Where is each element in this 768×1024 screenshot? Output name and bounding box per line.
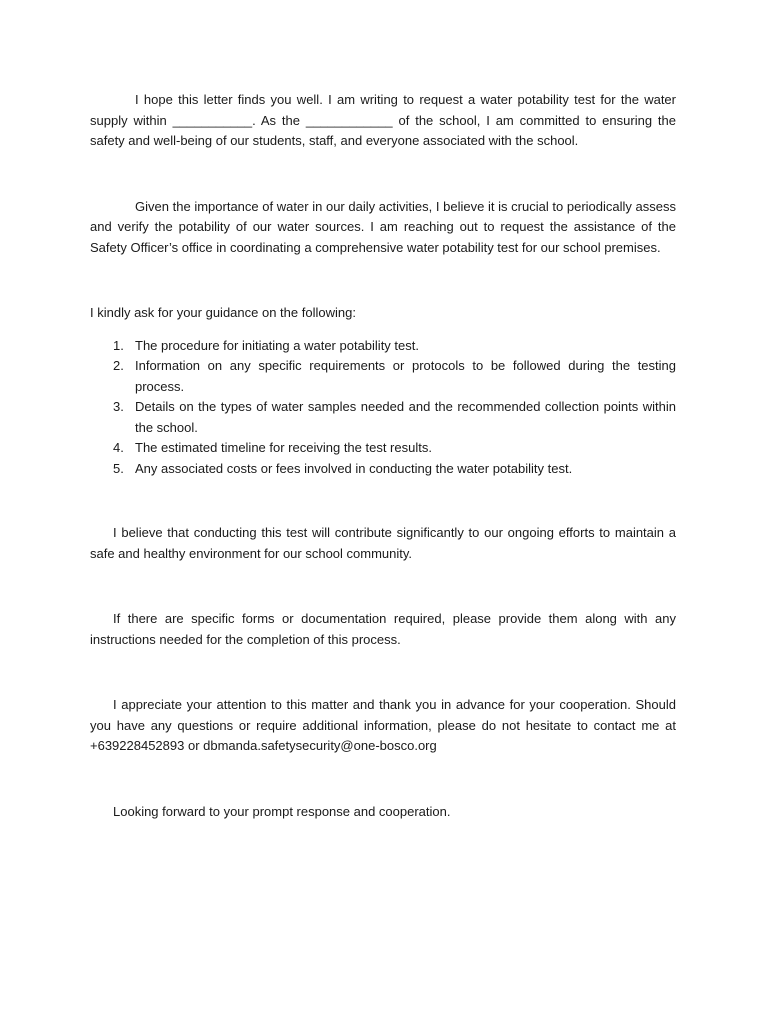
list-item: [113, 336, 676, 357]
closing-line: Looking forward to your prompt response and cooperation.: [113, 803, 451, 819]
guidance-intro: I kindly ask for your guidance on the following:: [90, 305, 356, 320]
list-item-text: Any associated costs or fees involved in conducting the water potability test.: [135, 460, 573, 476]
list-item: [113, 397, 676, 438]
list-number: 3.: [113, 399, 124, 414]
list-item-text: The procedure for initiating a water potability test.: [135, 337, 419, 353]
list-item: [113, 356, 676, 397]
list-item-text: Details on the types of water samples needed and the recommended collection points within the school.: [135, 399, 676, 435]
list-number: 5.: [113, 460, 124, 476]
list-item-text: The estimated timeline for receiving the test results.: [135, 440, 432, 455]
list-item: [113, 459, 676, 480]
list-number: 1.: [113, 337, 124, 353]
contact-paragraph: I appreciate your attention to this matter and thank you in advance for your cooperation. Should you have any questions or require additional information, please do not hesitate to contact me at +639228452893 or dbmanda.safetysecurity@one-bosco.org: [90, 697, 676, 753]
request-list: [90, 336, 676, 480]
intro-paragraph: I hope this letter finds you well. I am writing to request a water potability test for the water supply within ___________. As the ____________ of the school, I am committed to ensuring the safety and well-being of our students, staff, and everyone associated with the school.: [90, 92, 676, 148]
documentation-paragraph: If there are specific forms or documentation required, please provide them along with any instructions needed for the completion of this process.: [90, 611, 676, 647]
contribution-paragraph: I believe that conducting this test will contribute significantly to our ongoing efforts to maintain a safe and healthy environment for our school community.: [90, 525, 676, 561]
list-number: 2.: [113, 358, 124, 373]
importance-paragraph: Given the importance of water in our daily activities, I believe it is crucial to periodically assess and verify the potability of our water sources. I am reaching out to request the assistance of the Safety Officer’s office in coordinating a comprehensive water potability test for our school premises.: [90, 198, 676, 255]
list-item-text: Information on any specific requirements or protocols to be followed during the testing process.: [135, 358, 676, 394]
list-number: 4.: [113, 440, 124, 455]
list-item: [113, 438, 676, 459]
letter-body: [90, 90, 676, 822]
